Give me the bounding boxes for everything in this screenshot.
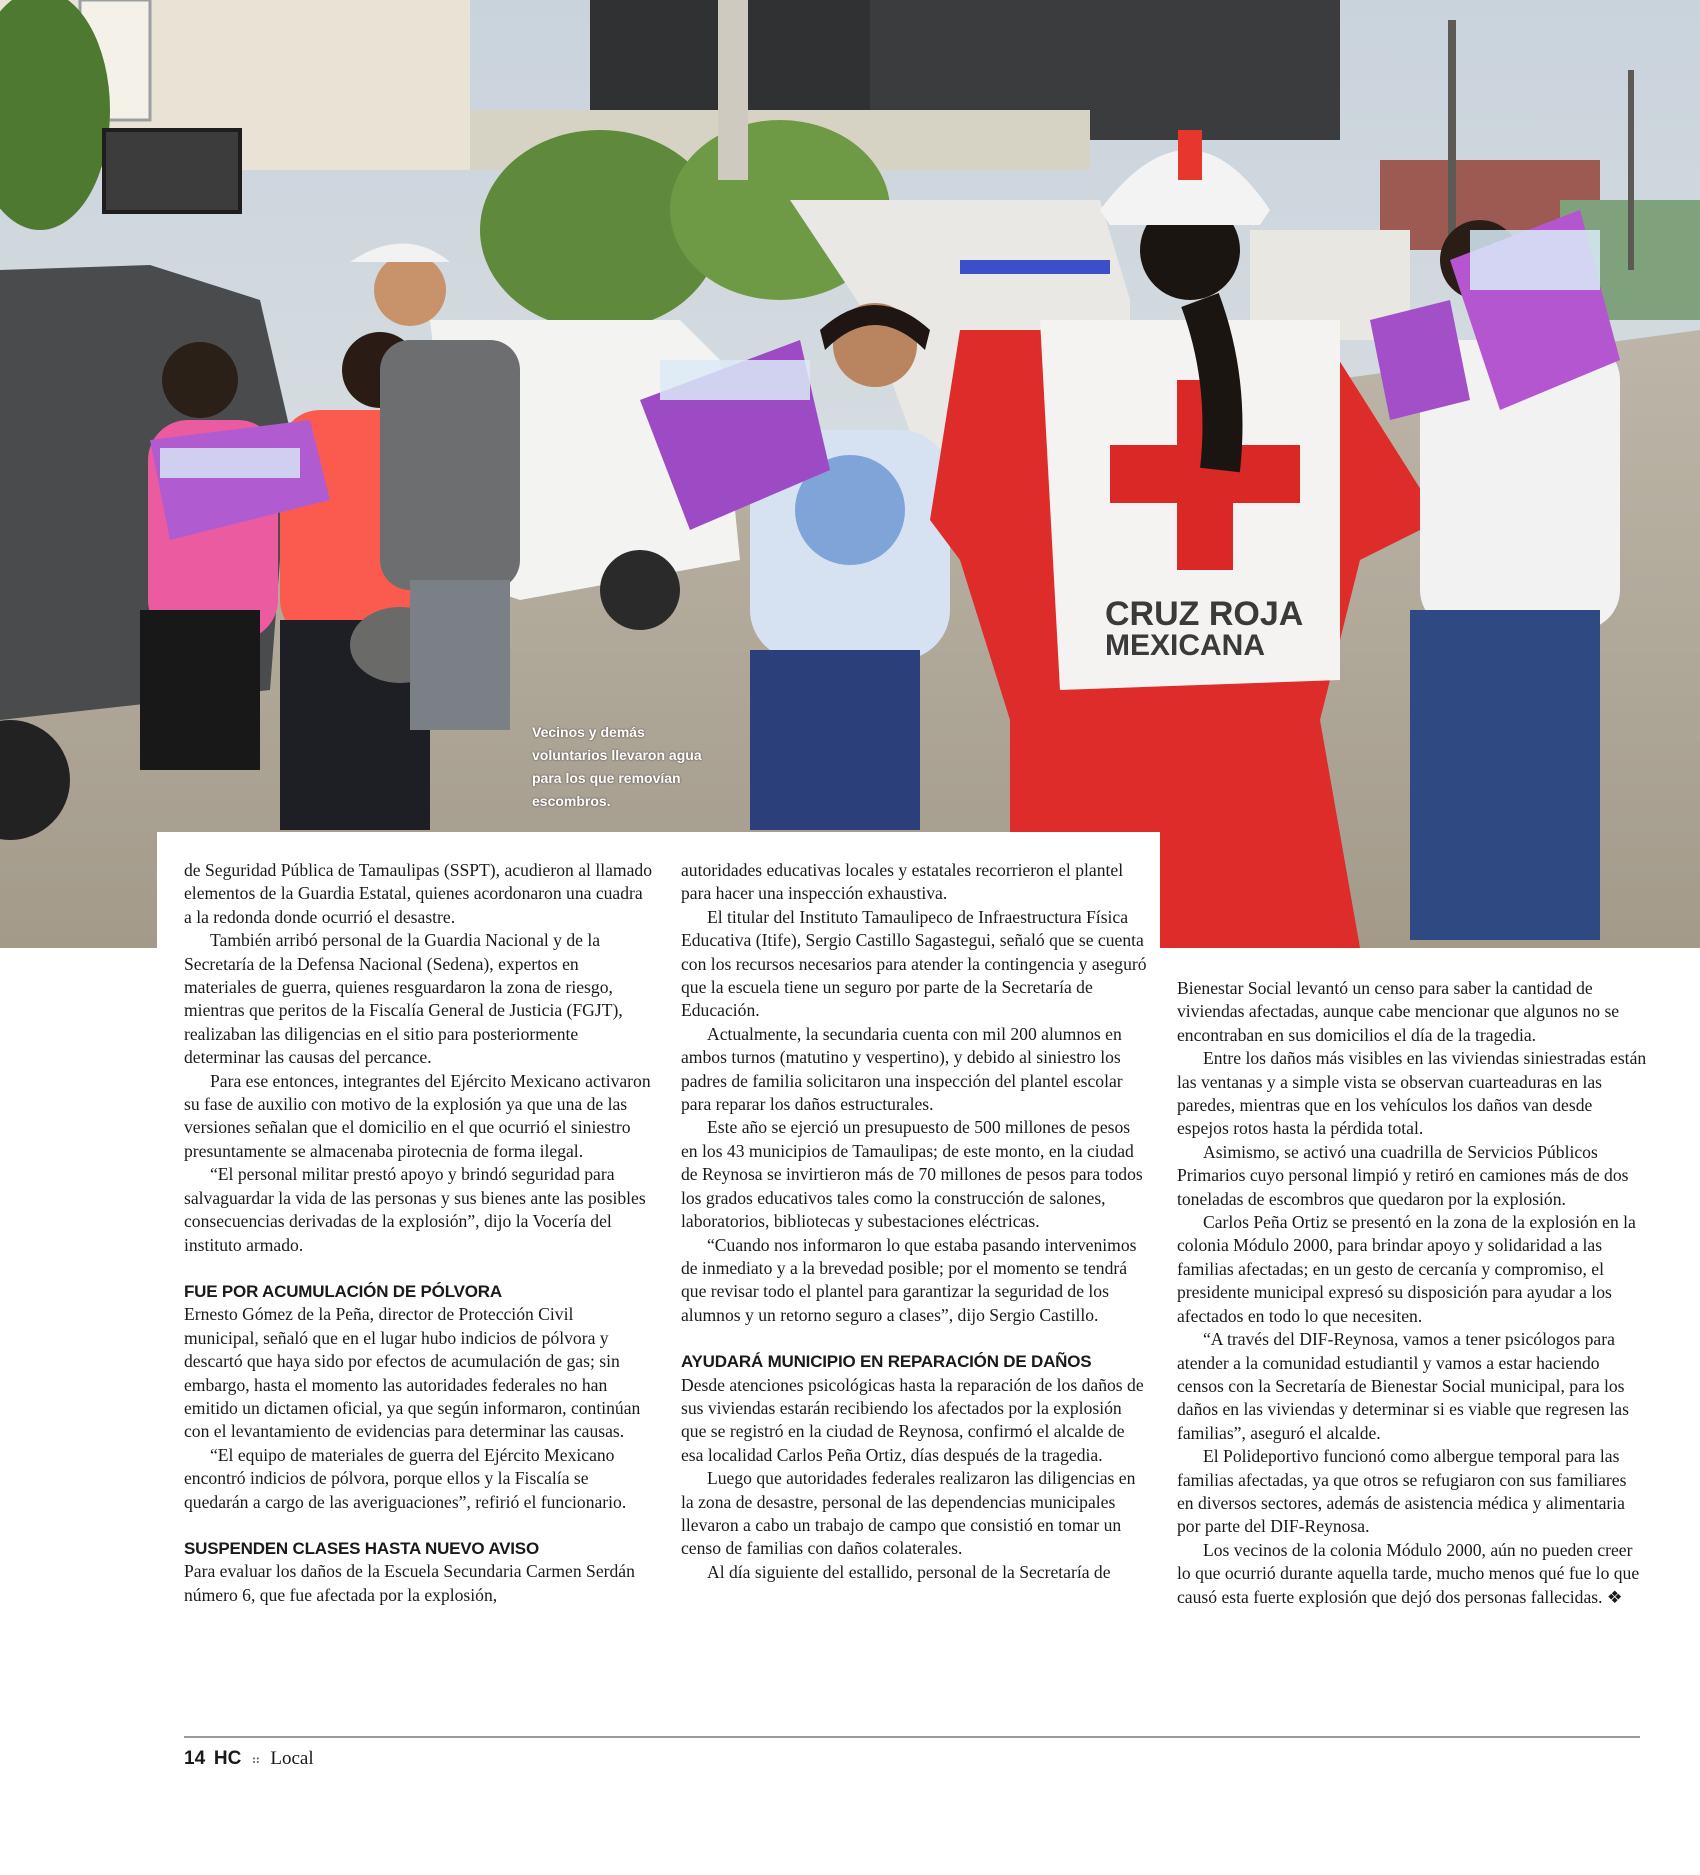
photo-caption: Vecinos y demás voluntarios llevaron agua para los que removían escombros. [532, 724, 702, 809]
paragraph: Para evaluar los daños de la Escuela Secundaria Carmen Serdán número 6, que fue afectada por la explosión, [184, 1561, 635, 1605]
paragraph: Desde atenciones psicológicas hasta la reparación de los daños de sus viviendas estarán recibiendo los afectados por la explosión que se registró en la ciudad de Reynosa, confirmó el alcalde de esa localidad Carlos Peña Ortiz, días después de la tragedia. [681, 1374, 1144, 1465]
article-column-2 [681, 859, 1149, 1584]
vest-text-2: MEXICANA [1105, 629, 1266, 662]
paragraph: Los vecinos de la colonia Módulo 2000, aún no pueden creer lo que ocurrió durante aquella tarde, mucho menos qué fue lo que causó esta fuerte explosión que dejó dos personas fallecidas. ❖ [1177, 1539, 1640, 1607]
paragraph: Este año se ejerció un presupuesto de 500 millones de pesos en los 43 municipios de Tamaulipas; de este monto, en la ciudad de Reynosa se invirtieron más de 70 millones de pesos para todos los grados educativos tales como la construcción de salones, laboratorios, bibliotecas y subestaciones eléctricas. [681, 1117, 1143, 1232]
page-footer [184, 1747, 314, 1772]
paragraph: El titular del Instituto Tamaulipeco de Infraestructura Física Educativa (Itife), Sergio Castillo Sagastegui, señaló que se cuenta con los recursos necesarios para atender la contingencia y aseguró que la escuela tiene un seguro por parte de la Secretaría de Educación. [681, 906, 1147, 1021]
paragraph: También arribó personal de la Guardia Nacional y de la Secretaría de la Defensa Nacional (Sedena), expertos en materiales de guerra, quienes resguardaron la zona de riesgo, mientras que peritos de la Fiscalía General de Justicia (FGJT), realizaban las diligencias en el sitio para posteriormente determinar las causas del percance. [184, 930, 623, 1068]
paragraph: “Cuando nos informaron lo que estaba pasando intervenimos de inmediato y a la brevedad posible; por el momento se tendrá que revisar todo el plantel para garantizar la seguridad de los alumnos y un retorno seguro a clases”, dijo Sergio Castillo. [681, 1234, 1137, 1325]
paragraph: El Polideportivo funcionó como albergue temporal para las familias afectadas, ya que otros se refugiaron con sus familiares en diversos sectores, además de asistencia médica y alimentaria por parte del DIF-Reynosa. [1177, 1446, 1627, 1537]
paragraph: Asimismo, se activó una cuadrilla de Servicios Públicos Primarios cuyo personal limpió y retiró en camiones más de dos toneladas de escombros que quedaron por la explosión. [1177, 1141, 1629, 1209]
paragraph: “El personal militar prestó apoyo y brindó seguridad para salvaguardar la vida de las personas y sus bienes ante las posibles consecuencias derivadas de la explosión”, dijo la Vocería del instituto armado. [184, 1164, 646, 1255]
paragraph: Bienestar Social levantó un censo para saber la cantidad de viviendas afectadas, aunque cabe mencionar que algunos no se encontraban en sus domicilios el día de la tragedia. [1177, 978, 1620, 1045]
paragraph: Al día siguiente del estallido, personal de la Secretaría de [707, 1561, 1111, 1582]
publication-name: HC [213, 1748, 242, 1769]
paragraph: Ernesto Gómez de la Peña, director de Protección Civil municipal, señaló que en el lugar hubo indicios de pólvora y descartó que haya sido por efectos de acumulación de gas; sin embargo, hasta el momento las autoridades federales no han emitido un dictamen oficial, ya que según informaron, continúan con el levantamiento de evidencias para determinar las causas. [184, 1304, 641, 1442]
subheading: SUSPENDEN CLASES HASTA NUEVO AVISO [184, 1538, 539, 1558]
page-number: 14 [184, 1748, 206, 1769]
paragraph: Entre los daños más visibles en las viviendas siniestradas están las ventanas y a simple vista se observan cuarteaduras en las paredes, mientras que en los vehículos los daños van desde espejos rotos hasta la pérdida total. [1177, 1048, 1647, 1139]
paragraph: de Seguridad Pública de Tamaulipas (SSPT), acudieron al llamado elementos de la Guardia Estatal, quienes acordonaron una cuadra a la redonda donde ocurrió el desastre. [184, 860, 652, 927]
vest-text: CRUZ ROJA [1105, 595, 1304, 633]
section-name: Local [270, 1748, 314, 1769]
paragraph: “A través del DIF-Reynosa, vamos a tener psicólogos para atender a la comunidad estudiantil y vamos a estar haciendo censos con la Secretaría de Bienestar Social municipal, para los daños en las viviendas y determinar si es viable que regresen las familias”, aseguró el alcalde. [1177, 1329, 1629, 1443]
paragraph: Actualmente, la secundaria cuenta con mil 200 alumnos en ambos turnos (matutino y vespertino), y debido al siniestro los padres de familia solicitaron una inspección del plantel escolar para reparar los daños estructurales. [681, 1023, 1123, 1115]
paragraph: “El equipo de materiales de guerra del Ejército Mexicano encontró indicios de pólvora, porque ellos y la Fiscalía se quedarán a cargo de las averiguaciones”, refirió el funcionario. [184, 1444, 627, 1512]
paragraph: Carlos Peña Ortiz se presentó en la zona de la explosión en la colonia Módulo 2000, para brindar apoyo y solidaridad a las familias afectadas; en un gesto de cercanía y compromiso, el presidente municipal expresó su disposición para ayudar a los afectados en todo lo que necesiten. [1177, 1212, 1636, 1326]
article-column-1 [184, 859, 652, 1607]
paragraph: Para ese entonces, integrantes del Ejército Mexicano activaron su fase de auxilio con motivo de la explosión ya que una de las versiones señalan que el domicilio en el que ocurrió el siniestro presuntamente se almacenaba pirotecnia de forma ilegal. [184, 1070, 651, 1161]
paragraph: Luego que autoridades federales realizaron las diligencias en la zona de desastre, personal de las dependencias municipales llevaron a cabo un trabajo de campo que consistió en tomar un censo de familias con daños colaterales. [681, 1468, 1136, 1559]
footer-rule [184, 1736, 1640, 1738]
subheading: AYUDARÁ MUNICIPIO EN REPARACIÓN DE DAÑOS [681, 1352, 1092, 1372]
separator-icon: ⠶ [251, 1752, 261, 1767]
paragraph: autoridades educativas locales y estatales recorrieron el plantel para hacer una inspección exhaustiva. [681, 860, 1124, 904]
article-column-3 [1177, 977, 1647, 1609]
subheading: FUE POR ACUMULACIÓN DE PÓLVORA [184, 1281, 502, 1301]
